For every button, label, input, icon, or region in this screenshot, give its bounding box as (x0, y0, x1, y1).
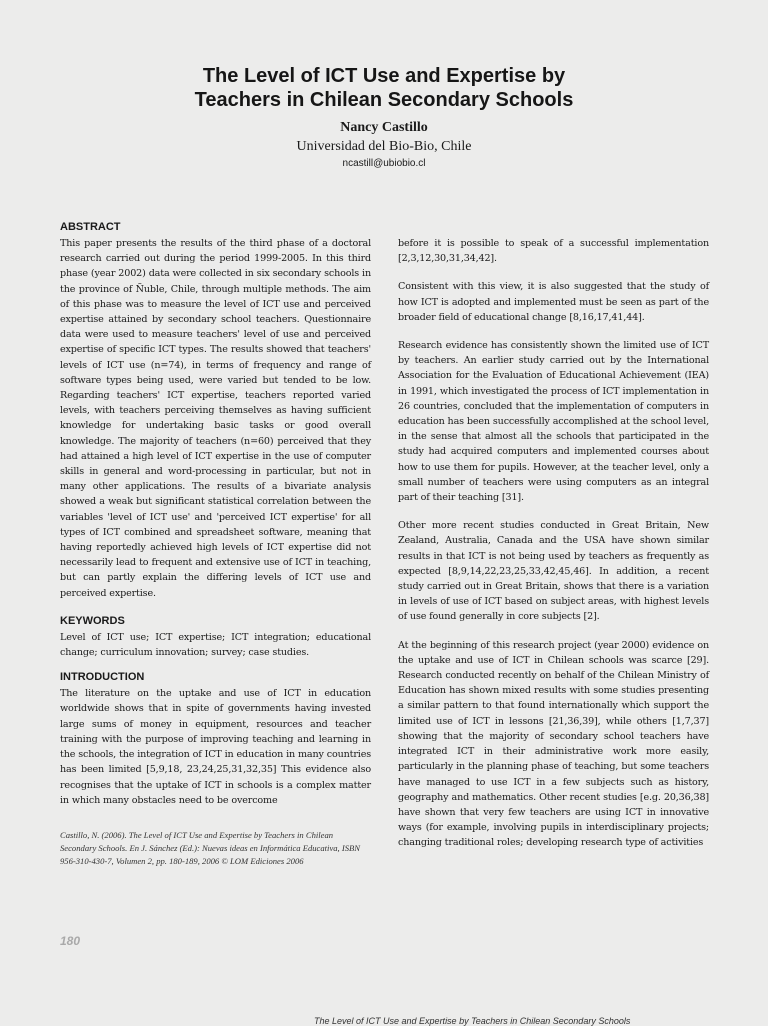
author-affiliation: Universidad del Bio-Bio, Chile (296, 139, 472, 154)
author-email: ncastill@ubiobio.cl (342, 158, 426, 169)
keywords-heading: KEYWORDS (60, 614, 125, 627)
left-column (60, 220, 371, 808)
abstract-text: This paper presents the results of the third phase of a doctoral research carried out during the period 1999-2005. In this third phase (year 2002) data were collected in six secondary schools in the province of Ñuble, Chile, through multiple methods. The aim of this phase was to measure the level of ICT use and perceived expertise attained by secondary school teachers. Questionnaire data were used to measure teachers' level of use and perceived expertise of specific ICT types. The results showed that teachers' levels of ICT use (n=74), in terms of frequency and range of software types being used, were varied but tended to be low. Regarding teachers' ICT expertise, teachers reported varied levels, with teachers perceiving themselves as having sufficient knowledge for undertaking basic tasks or good overall knowledge. The majority of teachers (n=60) perceived that they had attained a high level of ICT expertise in the use of computer skills in general and word-processing in particular, but not in many other applications. The results of a bivariate analysis showed a weak but significant statistical correlation between the variables 'level of ICT use' and 'perceived ICT expertise' for all types of ICT combined and spreadsheet software, meaning that having reportedly achieved high levels of ICT expertise did not necessarily lead to frequent and extensive use of ICT in teaching, but can partly explain the differing levels of ICT use and perceived expertise. (60, 238, 371, 599)
author-name: Nancy Castillo (340, 120, 428, 135)
page-number: 180 (60, 934, 81, 948)
introduction-heading: INTRODUCTION (60, 671, 145, 684)
right-paragraph-5: At the beginning of this research project (year 2000) evidence on the uptake and use of ICT in Chilean schools was scarce [29]. Research conducted recently on behalf of the Chilean Ministry of Education has shown mixed results with some studies presenting a similar pattern to that found internationally which support the limited use of ICT in lessons [21,36,39], while others [1,7,37] showing that the majority of secondary school teachers have integrated ICT in their administrative work more easily, particularly in the planning phase of teaching, but some teachers have managed to use ICT in a few subjects such as history, geography and mathematics. Other recent studies [e.g. 20,36,38] have shown that very few teachers are using ICT in innovative ways (for example, involving pupils in interdisciplinary projects; changing traditional roles; developing research type of activities (398, 639, 709, 849)
right-paragraph-2: Consistent with this view, it is also suggested that the study of how ICT is adopted and implemented must be seen as part of the broader field of educational change [8,16,17,41,44]. (398, 281, 709, 323)
right-paragraph-3: Research evidence has consistently shown the limited use of ICT by teachers. An earlier study carried out by the International Association for the Evaluation of Educational Achievement (IEA) in 1991, which investigated the process of ICT implementation in 26 countries, concluded that the implementation of computers in education has been successfully accomplished at the school level, in the sense that almost all the schools that participated in the study had acquired computers and implemented courses about how to use them for pupils. However, at the teacher level, only a small number of teachers were using computers as an integral part of their teaching [31]. (398, 340, 709, 504)
title-line-1: The Level of ICT Use and Expertise by (202, 65, 566, 87)
title-line-2: Teachers in Chilean Secondary Schools (194, 89, 574, 111)
running-footer: The Level of ICT Use and Expertise by Teachers in Chilean Secondary Schools (314, 1016, 631, 1026)
introduction-text: The literature on the uptake and use of ICT in education worldwide shows that in spite of governments having invested large sums of money in equipment, resources and teacher training with the purpose of improving teaching and learning in the schools, the integration of ICT in education in many countries has been limited [5,9,18, 23,24,25,31,32,35] This evidence also recognises that the uptake of ICT in schools is a complex matter in which many obstacles need to be overcome (60, 688, 371, 806)
abstract-heading: ABSTRACT (60, 221, 121, 233)
keywords-text: Level of ICT use; ICT expertise; ICT integration; educational change; curriculum innovation; survey; case studies. (60, 631, 371, 659)
paper-title (0, 64, 768, 112)
right-paragraph-4: Other more recent studies conducted in Great Britain, New Zealand, Australia, Canada and the USA have shown similar results in that ICT is not being used by teachers as frequently as expected [8,9,14,22,23,25,33,42,45,46]. In addition, a recent study carried out in Great Britain, shows that there is a variation in levels of use of ICT based on subject areas, with highest levels of use found generally in core subjects [2]. (398, 520, 709, 623)
citation-note: Castillo, N. (2006). The Level of ICT Use and Expertise by Teachers in Chilean Secondary Schools. En J. Sánchez (Ed.): Nuevas ideas en Informática Educativa, ISBN 956-310-430-7, Volumen 2, pp. 180-189, 2006 © LOM Ediciones 2006 (60, 830, 360, 866)
right-column (398, 236, 709, 851)
right-paragraph-1: before it is possible to speak of a successful implementation [2,3,12,30,31,34,42]. (398, 238, 709, 265)
